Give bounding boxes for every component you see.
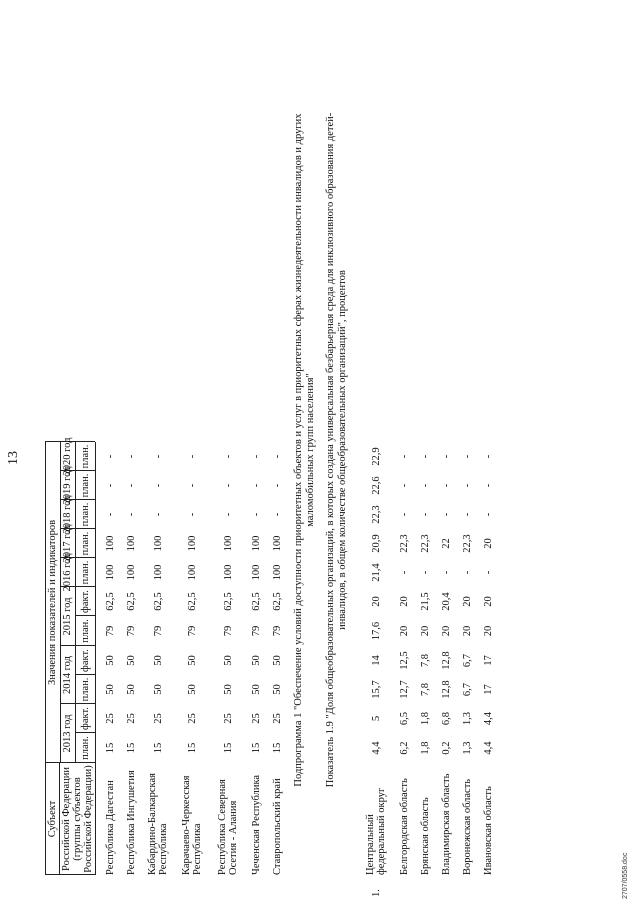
row-value: 25	[186, 713, 198, 724]
row-number	[478, 877, 499, 897]
fact-subheader: факт.	[79, 649, 91, 672]
row-number	[457, 877, 478, 897]
row-value: -	[222, 483, 234, 488]
row-value: 20	[483, 538, 494, 549]
row-number	[267, 877, 288, 897]
row-value: 4,4	[370, 741, 382, 755]
year-header: 2017 год	[62, 524, 73, 563]
year-header: 2015 год	[62, 597, 73, 636]
row-value: -	[483, 483, 494, 488]
row-subject-name: Республика Ингушетия	[126, 770, 137, 875]
row-subject-name: Карачаево-Черкесская Республика	[181, 775, 203, 875]
row-value: 79	[105, 625, 116, 637]
row-value: 50	[105, 655, 116, 666]
row-value: 12,5	[399, 651, 410, 670]
row-value: -	[126, 454, 137, 459]
subject-subheader: Российской Федерации (группы субъектов Российской Федерации)	[60, 765, 94, 873]
row-value: 15	[152, 742, 164, 754]
row-value: 4,4	[483, 711, 494, 726]
row-value: 1,3	[462, 711, 473, 726]
row-value: 25	[152, 713, 164, 724]
row-value: 4,4	[483, 741, 494, 755]
fact-subheader: факт.	[79, 590, 91, 613]
row-value: -	[441, 483, 452, 488]
row-value: 6,8	[441, 711, 452, 726]
row-subject-name: Белгородская область	[399, 778, 410, 875]
row-value: -	[420, 454, 431, 459]
row-value: 50	[126, 684, 137, 695]
row-value: -	[152, 454, 164, 459]
row-value: -	[152, 512, 164, 517]
row-value: 22,3	[462, 534, 473, 553]
row-value: 15	[126, 742, 137, 754]
row-value: 15	[186, 742, 198, 754]
row-value: 100	[251, 564, 262, 581]
row-value: 20	[399, 596, 410, 607]
year-header: 2019 год	[62, 466, 73, 505]
row-value: -	[399, 454, 410, 459]
row-value: 15	[272, 742, 283, 754]
row-value: 79	[251, 625, 262, 637]
row-value: -	[441, 454, 452, 459]
row-value: -	[105, 512, 116, 517]
row-subject-name: Республика Северная Осетия - Алания	[217, 779, 239, 875]
row-value: 50	[186, 655, 198, 666]
row-number	[415, 877, 436, 897]
row-value: -	[399, 483, 410, 488]
row-value: -	[483, 512, 494, 517]
row-value: 100	[186, 564, 198, 581]
row-value: -	[222, 512, 234, 517]
plan-subheader: план.	[79, 619, 91, 643]
year-header: 2014 год	[62, 656, 73, 694]
row-value: 100	[251, 535, 262, 552]
row-value: 100	[222, 535, 234, 552]
row-value: 25	[272, 713, 283, 724]
row-value: 5	[370, 715, 382, 722]
row-value: -	[105, 483, 116, 488]
row-value: 100	[186, 535, 198, 552]
row-value: 20,4	[441, 592, 452, 611]
row-value: 12,7	[399, 680, 410, 699]
row-value: -	[126, 483, 137, 488]
row-value: 50	[251, 655, 262, 666]
row-value: 62,5	[126, 592, 137, 611]
row-value: 62,5	[222, 592, 234, 611]
values-header: Значения показателей и индикаторов	[47, 519, 58, 686]
row-value: 7,8	[420, 653, 431, 668]
year-header: 2020 год	[62, 437, 73, 476]
row-value: 100	[105, 535, 116, 552]
row-value: -	[126, 512, 137, 517]
row-subject-name: Республика Дагестан	[105, 780, 116, 875]
row-value: 100	[105, 564, 116, 581]
row-value: 20	[420, 625, 431, 637]
row-subject-name: Ивановская область	[483, 786, 494, 875]
row-value: 62,5	[186, 592, 198, 611]
row-value: -	[462, 483, 473, 488]
row-value: -	[105, 454, 116, 459]
row-value: -	[420, 483, 431, 488]
year-header: 2018 год	[62, 495, 73, 534]
row-value: 50	[105, 684, 116, 695]
row-value: 22,3	[370, 505, 382, 524]
row-number	[246, 877, 267, 897]
row-value: 50	[222, 655, 234, 666]
row-value: -	[186, 512, 198, 517]
row-value: 12,8	[441, 651, 452, 670]
row-value: 15	[251, 742, 262, 754]
row-value: 100	[152, 564, 164, 581]
row-value: 50	[251, 684, 262, 695]
row-subject-name: Центральный федеральный округ	[365, 787, 387, 875]
row-value: 20	[462, 625, 473, 637]
row-number	[210, 877, 246, 897]
row-value: 100	[126, 564, 137, 581]
row-value: -	[441, 512, 452, 517]
row-value: -	[483, 570, 494, 575]
row-subject-name: Владимирская область	[441, 773, 452, 875]
row-value: 6,7	[462, 653, 473, 668]
row-value: 6,7	[462, 682, 473, 697]
plan-subheader: план.	[79, 473, 91, 498]
row-value: -	[420, 570, 431, 575]
row-value: -	[222, 454, 234, 459]
row-value: -	[186, 483, 198, 488]
row-value: 21,5	[420, 592, 431, 611]
row-value: 25	[126, 713, 137, 724]
row-value: 12,8	[441, 680, 452, 699]
row-number: 1.	[370, 889, 382, 897]
row-subject-name: Чеченская Республика	[251, 774, 262, 875]
row-value: 20	[370, 596, 382, 607]
subprogram-heading: Подпрограмма 1 "Обеспечение условий доступности приоритетных объектов и услуг в приоритетных сферах жизнедеятельности инвалидов и других маломобильных групп населения"	[293, 113, 316, 787]
row-value: 62,5	[105, 592, 116, 611]
row-number	[394, 877, 415, 897]
row-value: -	[462, 570, 473, 575]
row-value: 100	[222, 564, 234, 581]
row-number	[174, 877, 210, 897]
row-value: 22,9	[370, 447, 382, 466]
year-header: 2013 год	[62, 714, 73, 753]
row-value: 20,9	[370, 534, 382, 553]
row-value: -	[186, 454, 198, 459]
row-value: 22,3	[399, 534, 410, 553]
row-value: 7,8	[420, 682, 431, 697]
row-value: 25	[251, 713, 262, 724]
row-value: 100	[272, 535, 283, 552]
row-number	[121, 877, 142, 897]
row-value: -	[483, 454, 494, 459]
row-value: 17,6	[370, 621, 382, 641]
plan-subheader: план.	[79, 560, 91, 585]
indicator-heading: Показатель 1.9 "Доля общеобразовательных организаций, в которых создана универсальная безбарьерная среда для инклюзивного образования детей-инвалидов, в общем количестве общеобразовательных организаций", процентов	[325, 112, 348, 788]
page-number: 13	[6, 451, 21, 465]
row-subject-name: Кабардино-Балкарская Республика	[147, 773, 169, 875]
row-value: -	[152, 483, 164, 488]
row-value: -	[272, 512, 283, 517]
row-value: 25	[105, 713, 116, 724]
row-value: 62,5	[251, 592, 262, 611]
row-value: 1,8	[420, 711, 431, 726]
row-value: -	[462, 454, 473, 459]
plan-subheader: план.	[79, 502, 91, 527]
row-subject-name: Брянская область	[420, 797, 431, 875]
row-value: -	[251, 454, 262, 459]
row-value: -	[272, 454, 283, 459]
plan-subheader: план.	[79, 677, 91, 702]
row-value: -	[399, 512, 410, 517]
plan-subheader: план.	[79, 444, 91, 469]
row-value: 0,2	[441, 741, 452, 755]
row-value: -	[462, 512, 473, 517]
row-value: 79	[186, 625, 198, 637]
plan-subheader: план.	[79, 736, 91, 760]
row-value: 50	[152, 684, 164, 695]
row-value: 14	[370, 655, 382, 666]
row-value: -	[399, 570, 410, 575]
row-value: 79	[126, 625, 137, 637]
fact-subheader: факт.	[79, 707, 91, 730]
row-value: 22	[441, 538, 452, 549]
row-value: -	[251, 483, 262, 488]
row-value: 50	[272, 655, 283, 666]
row-value: -	[272, 483, 283, 488]
row-value: 62,5	[152, 592, 164, 611]
row-subject-name: Воронежская область	[462, 778, 473, 875]
row-value: 100	[152, 535, 164, 552]
subject-header: Субъект	[46, 800, 58, 838]
file-footer: 2707/0558.doc	[622, 852, 629, 899]
row-value: 62,5	[272, 592, 283, 611]
row-value: -	[251, 512, 262, 517]
header-bottom-rule	[95, 442, 96, 875]
row-subject-name: Ставропольский край	[272, 778, 283, 875]
row-value: 50	[186, 684, 198, 695]
row-value: 20	[483, 596, 494, 607]
row-value: 79	[222, 625, 234, 637]
row-value: 17	[483, 655, 494, 666]
row-value: 79	[152, 625, 164, 637]
row-value: 21,4	[370, 563, 382, 582]
row-value: 6,5	[399, 711, 410, 726]
row-value: 100	[272, 564, 283, 581]
row-number	[436, 877, 457, 897]
row-value: 17	[483, 684, 494, 695]
row-value: 1,3	[462, 741, 473, 755]
row-value: 25	[222, 713, 234, 724]
row-value: 15	[222, 742, 234, 754]
row-number	[100, 877, 121, 897]
row-value: 22,6	[370, 476, 382, 495]
plan-subheader: план.	[79, 531, 91, 556]
row-value: 50	[272, 684, 283, 695]
row-value: 22,3	[420, 534, 431, 553]
row-value: 100	[126, 535, 137, 552]
row-value: 50	[126, 655, 137, 666]
row-value: 20	[462, 596, 473, 607]
row-number	[142, 877, 174, 897]
row-value: 50	[222, 684, 234, 695]
row-value: 20	[441, 625, 452, 637]
row-value: -	[441, 570, 452, 575]
row-value: 20	[483, 625, 494, 637]
row-value: 15,7	[370, 680, 382, 699]
row-value: 15	[105, 742, 116, 754]
row-value: 20	[399, 625, 410, 637]
row-value: 6,2	[399, 741, 410, 755]
year-header: 2016 год	[62, 553, 73, 592]
row-value: 50	[152, 655, 164, 666]
row-value: 1,8	[420, 741, 431, 755]
row-value: 79	[272, 625, 283, 637]
row-value: -	[420, 512, 431, 517]
